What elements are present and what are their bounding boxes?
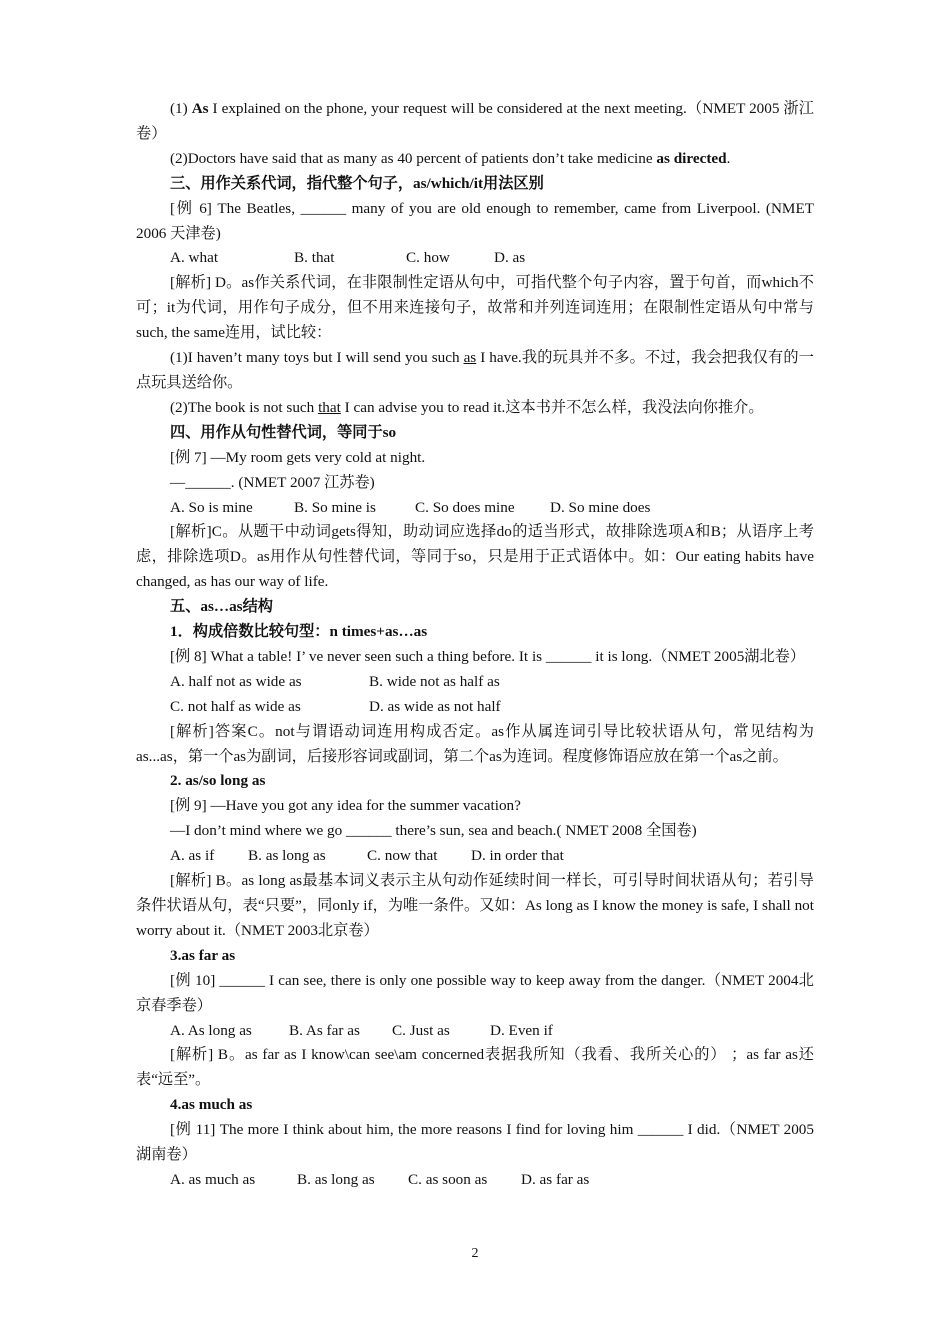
question-9: [例 9] —Have you got any idea for the summer vacation? <box>170 797 521 815</box>
analysis-8: [解析]答案C。not与谓语动词连用构成否定。as作从属连词引导比较状语从句，常见结构为as...as，第一个as为副词，后接形容词或副词，第二个as为连词。程度修饰语应放在第一个as之前。 <box>136 722 814 765</box>
analysis-9: [解析] B。as long as最基本词义表示主从句动作延续时间一样长，可引导时间状语从句；若引导条件状语从句，表“只要”，同only if，为唯一条件。又如：As long as I know the money is safe, I shall not worry about it.（NMET 2003北京卷） <box>136 872 814 939</box>
options-6: A. what B. that C. how D. as <box>170 249 526 267</box>
question-7-reply: —______. (NMET 2007 江苏卷) <box>170 473 375 491</box>
options-8: C. not half as wide as D. as wide as not half <box>170 697 501 715</box>
example-sentence: (2)The book is not such that I can advise you to read it.这本书并不怎么样，我没法向你推介。 <box>170 398 764 416</box>
analysis-10: [解析] B。as far as I know\can see\am concerned表据我所知（我看、我所关心的） ；as far as还表“远至”。 <box>136 1046 814 1089</box>
options-10: A. As long as B. As far as C. Just as D. Even if <box>170 1021 553 1039</box>
subsection-heading: 4.as much as <box>170 1096 253 1114</box>
analysis-6: [解析] D。as作关系代词，在非限制性定语从句中，可指代整个句子内容，置于句首，而which不可；it为代词，用作句子成分，但不用来连接句子，故常和并列连词连用；在限制性定语从句中常与such, the same连用，试比较： <box>136 274 814 342</box>
section-heading: 三、用作关系代词，指代整个句子，as/which/it用法区别 <box>170 174 544 192</box>
example-sentence: (1) As I explained on the phone, your request will be considered at the next meeting.（NMET 2005 浙江卷） <box>136 100 814 142</box>
example-sentence: (1)I haven’t many toys but I will send you such as I have.我的玩具并不多。不过，我会把我仅有的一点玩具送给你。 <box>136 349 814 391</box>
options-8: A. half not as wide as B. wide not as half as <box>170 672 500 690</box>
question-7: [例 7] —My room gets very cold at night. <box>170 448 426 466</box>
analysis-7: [解析]C。从题干中动词gets得知，助动词应选择do的适当形式，故排除选项A和B；从语序上考虑，排除选项D。as用作从句性替代词，等同于so，只是用于正式语体中。如：Our eating habits have changed, as has our way of life. <box>136 523 814 591</box>
subsection-heading: 3.as far as <box>170 946 236 964</box>
question-8: [例 8] What a table! I’ ve never seen such a thing before. It is ______ it is long.（NMET 2005湖北卷） <box>170 647 806 665</box>
question-11: [例 11] The more I think about him, the more reasons I find for loving him ______ I did.（NMET 2005湖南卷） <box>136 1121 814 1164</box>
question-9-reply: —I don’t mind where we go ______ there’s sun, sea and beach.( NMET 2008 全国卷) <box>170 822 697 840</box>
example-sentence: (2)Doctors have said that as many as 40 percent of patients don’t take medicine as directed. <box>170 149 731 167</box>
subsection-heading: 2. as/so long as <box>170 772 266 790</box>
question-6: [例 6] The Beatles, ______ many of you are old enough to remember, came from Liverpool. (NMET 2006 天津卷) <box>136 199 814 242</box>
page-number: 2 <box>471 1246 479 1261</box>
document-body <box>136 97 814 1193</box>
options-7: A. So is mine B. So mine is C. So does mine D. So mine does <box>170 498 651 516</box>
section-heading: 五、as…as结构 <box>170 598 273 616</box>
question-10: [例 10] ______ I can see, there is only one possible way to keep away from the danger.（NMET 2004北京春季卷） <box>136 971 814 1014</box>
options-9: A. as if B. as long as C. now that D. in order that <box>170 847 564 865</box>
section-heading: 四、用作从句性替代词，等同于so <box>170 423 397 441</box>
subsection-heading: 1．构成倍数比较句型：n times+as…as <box>170 623 428 641</box>
options-11: A. as much as B. as long as C. as soon as D. as far as <box>170 1170 590 1188</box>
